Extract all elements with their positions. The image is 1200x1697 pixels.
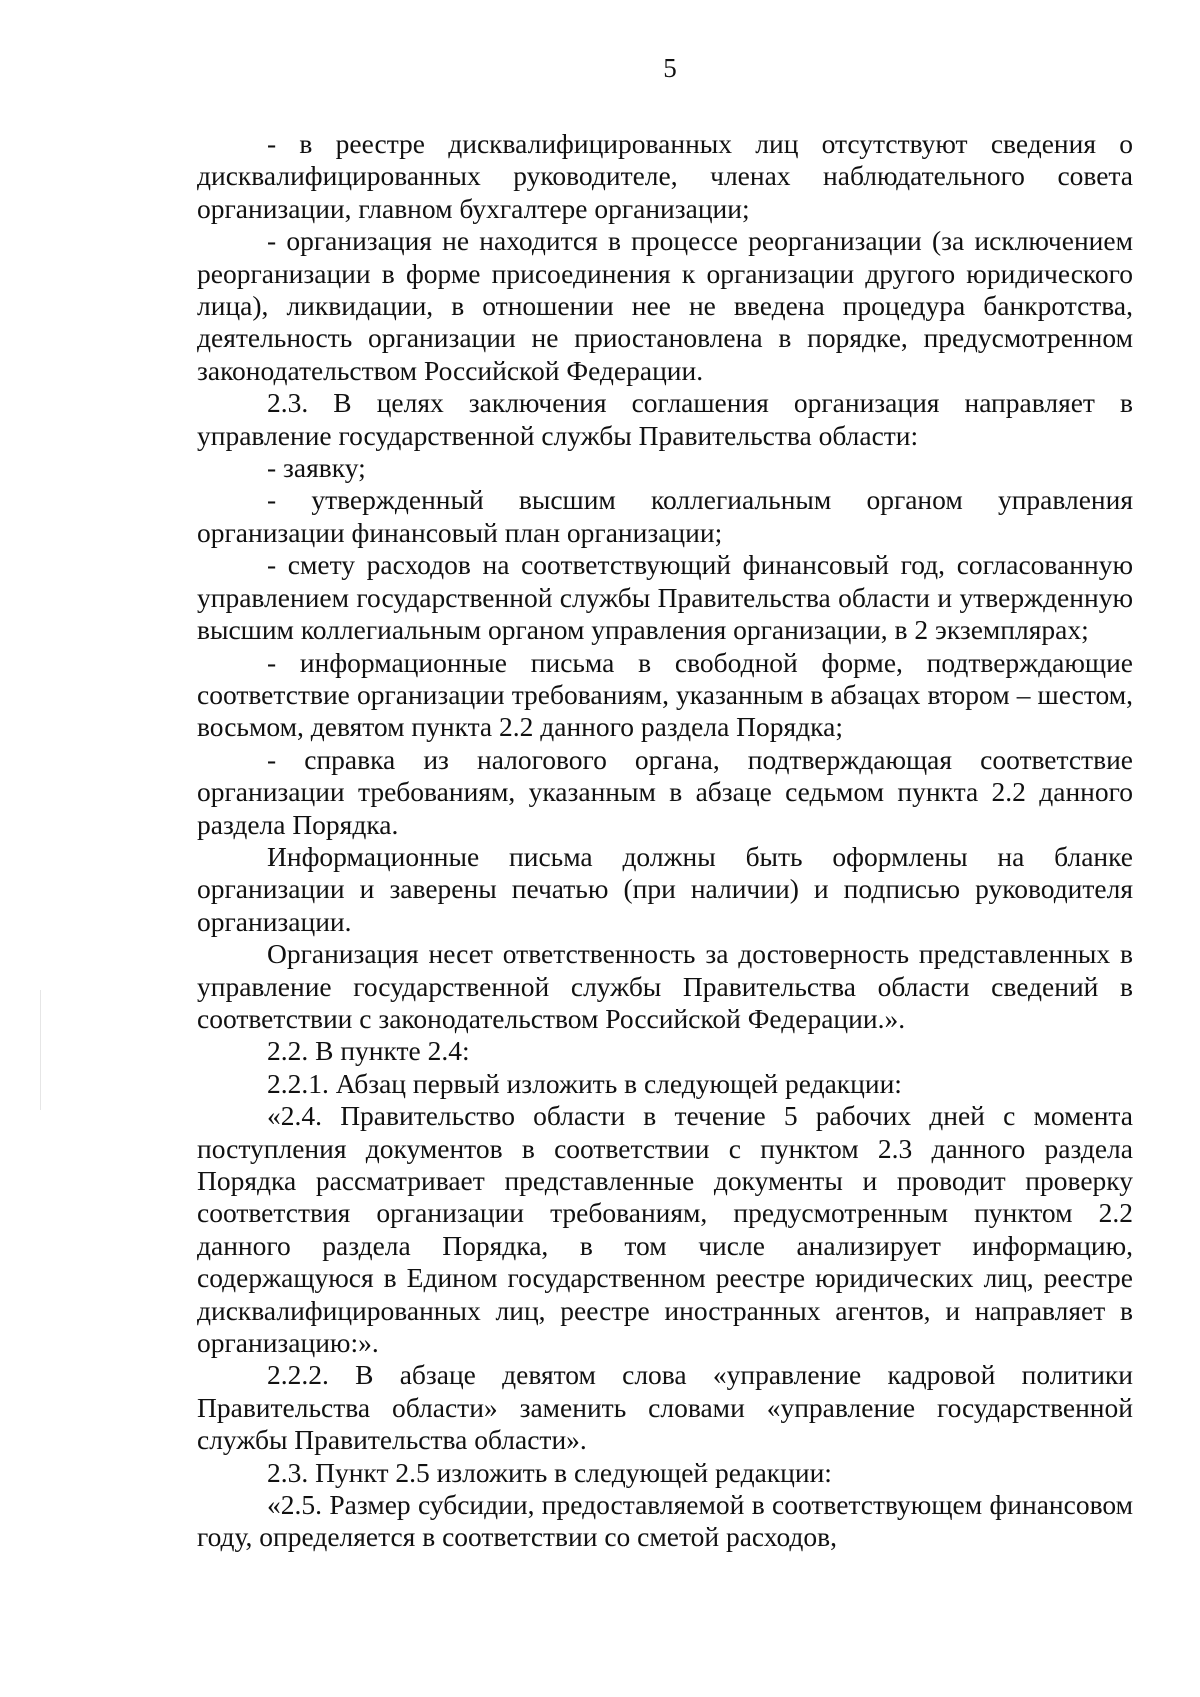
paragraph-2-4-text: «2.4. Правительство области в течение 5 рабочих дней с момента поступления документов в соответствии с пунктом 2.3 данного раздела Порядка рассматривает представленные документы и проводит проверку соответствия организации требованиям, предусмотренным пунктом 2.2 данного раздела Порядка, в том числе анализирует информацию, содержащуюся в Едином государственном реестре юридических лиц, реестре дисквалифицированных лиц, реестре иностранных агентов, и направляет в организацию:». <box>197 1100 1133 1359</box>
paragraph-2-5-text: «2.5. Размер субсидии, предоставляемой в соответствующем финансовом году, определяется в соответствии со сметой расходов, <box>197 1489 1133 1553</box>
paragraph-2-2-point-2-4: 2.2. В пункте 2.4: <box>267 1035 470 1067</box>
paragraph-letters-format: Информационные письма должны быть оформлены на бланке организации и заверены печатью (при наличии) и подписью руководителя организации. <box>197 840 1133 937</box>
paragraph-responsibility: Организация несет ответственность за достоверность представленных в управление государственной службы Правительства области сведений в соответствии с законодательством Российской Федерации.». <box>197 938 1133 1034</box>
paragraph-2-2-2: 2.2.2. В абзаце девятом слова «управление кадровой политики Правительства области» заменить словами «управление государственной службы Правительства области». <box>197 1359 1133 1456</box>
paragraph-2-3-point-2-5: 2.3. Пункт 2.5 изложить в следующей редакции: <box>267 1456 832 1488</box>
page-number: 5 <box>663 53 677 83</box>
paragraph-no-reorganization: - организация не находится в процессе реорганизации (за исключением реорганизации в форме присоединения к организации другого юридического лица), ликвидации, в отношении нее не введена процедура банкротства, деятельность организации не приостановлена в порядке, предусмотренном законодательством Российской Федерации. <box>197 225 1133 386</box>
paragraph-application: - заявку; <box>267 452 366 484</box>
paragraph-2-2-1: 2.2.1. Абзац первый изложить в следующей редакции: <box>267 1067 902 1099</box>
paragraph-tax-certificate: - справка из налогового органа, подтверждающая соответствие организации требованиям, указанным в абзаце седьмом пункта 2.2 данного раздела Порядка. <box>197 743 1133 840</box>
paragraph-expense-estimate: - смету расходов на соответствующий финансовый год, согласованную управлением государственной службы Правительства области и утвержденную высшим коллегиальным органом управления организации, в 2 экземплярах; <box>197 549 1133 646</box>
paragraph-information-letters: - информационные письма в свободной форме, подтверждающие соответствие организации требованиям, указанным в абзацах втором – шестом, восьмом, девятом пункта 2.2 данного раздела Порядка; <box>197 646 1133 743</box>
paragraph-2-3-heading: 2.3. В целях заключения соглашения организация направляет в управление государственной службы Правительства области: <box>197 387 1133 451</box>
paragraph-disqualified-registry: - в реестре дисквалифицированных лиц отсутствуют сведения о дисквалифицированных руководителе, членах наблюдательного совета организации, главном бухгалтере организации; <box>197 128 1133 224</box>
paragraph-financial-plan: - утвержденный высшим коллегиальным органом управления организации финансовый план организации; <box>197 484 1133 548</box>
scan-artifact-line <box>40 990 41 1110</box>
document-body <box>197 128 1133 1554</box>
